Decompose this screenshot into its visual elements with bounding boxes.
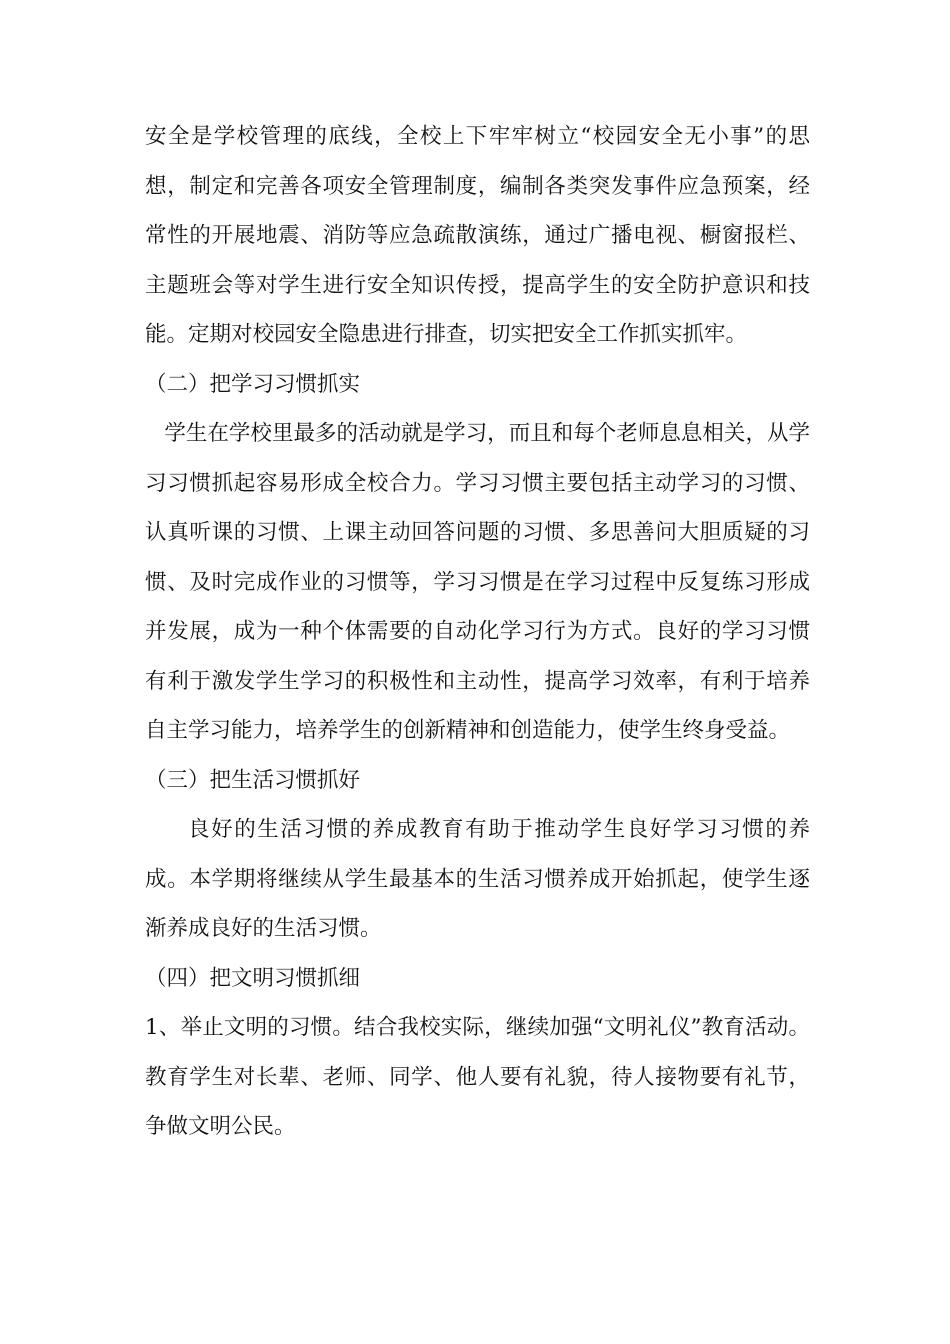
paragraph-safety: 安全是学校管理的底线，全校上下牢牢树立“校园安全无小事”的思想，制定和完善各项安全管理制度，编制各类突发事件应急预案，经常性的开展地震、消防等应急疏散演练，通过广播电视、橱窗报栏、主题班会等对学生进行安全知识传授，提高学生的安全防护意识和技能。定期对校园安全隐患进行排查，切实把安全工作抓实抓牢。 (145, 124, 810, 347)
heading-study-habits: （二）把学习习惯抓实 (145, 371, 361, 397)
document-page (145, 112, 810, 1152)
paragraph-civil-behavior: 1、举止文明的习惯。结合我校实际，继续加强“文明礼仪”教育活动。教育学生对长辈、老师、同学、他人要有礼貌，待人接物要有礼节，争做文明公民。 (145, 1015, 810, 1139)
heading-life-habits: （三）把生活习惯抓好 (145, 767, 361, 793)
paragraph-study-habits: 学生在学校里最多的活动就是学习，而且和每个老师息息相关，从学习习惯抓起容易形成全校合力。学习习惯主要包括主动学习的习惯、认真听课的习惯、上课主动回答问题的习惯、多思善问大胆质疑的习惯、及时完成作业的习惯等，学习习惯是在学习过程中反复练习形成并发展，成为一种个体需要的自动化学习行为方式。良好的学习习惯有利于激发学生学习的积极性和主动性，提高学习效率，有利于培养自主学习能力，培养学生的创新精神和创造能力，使学生终身受益。 (145, 421, 810, 743)
heading-civility-habits: （四）把文明习惯抓细 (145, 965, 361, 991)
paragraph-life-habits: 良好的生活习惯的养成教育有助于推动学生良好学习习惯的养成。本学期将继续从学生最基本的生活习惯养成开始抓起，使学生逐渐养成良好的生活习惯。 (145, 817, 810, 941)
